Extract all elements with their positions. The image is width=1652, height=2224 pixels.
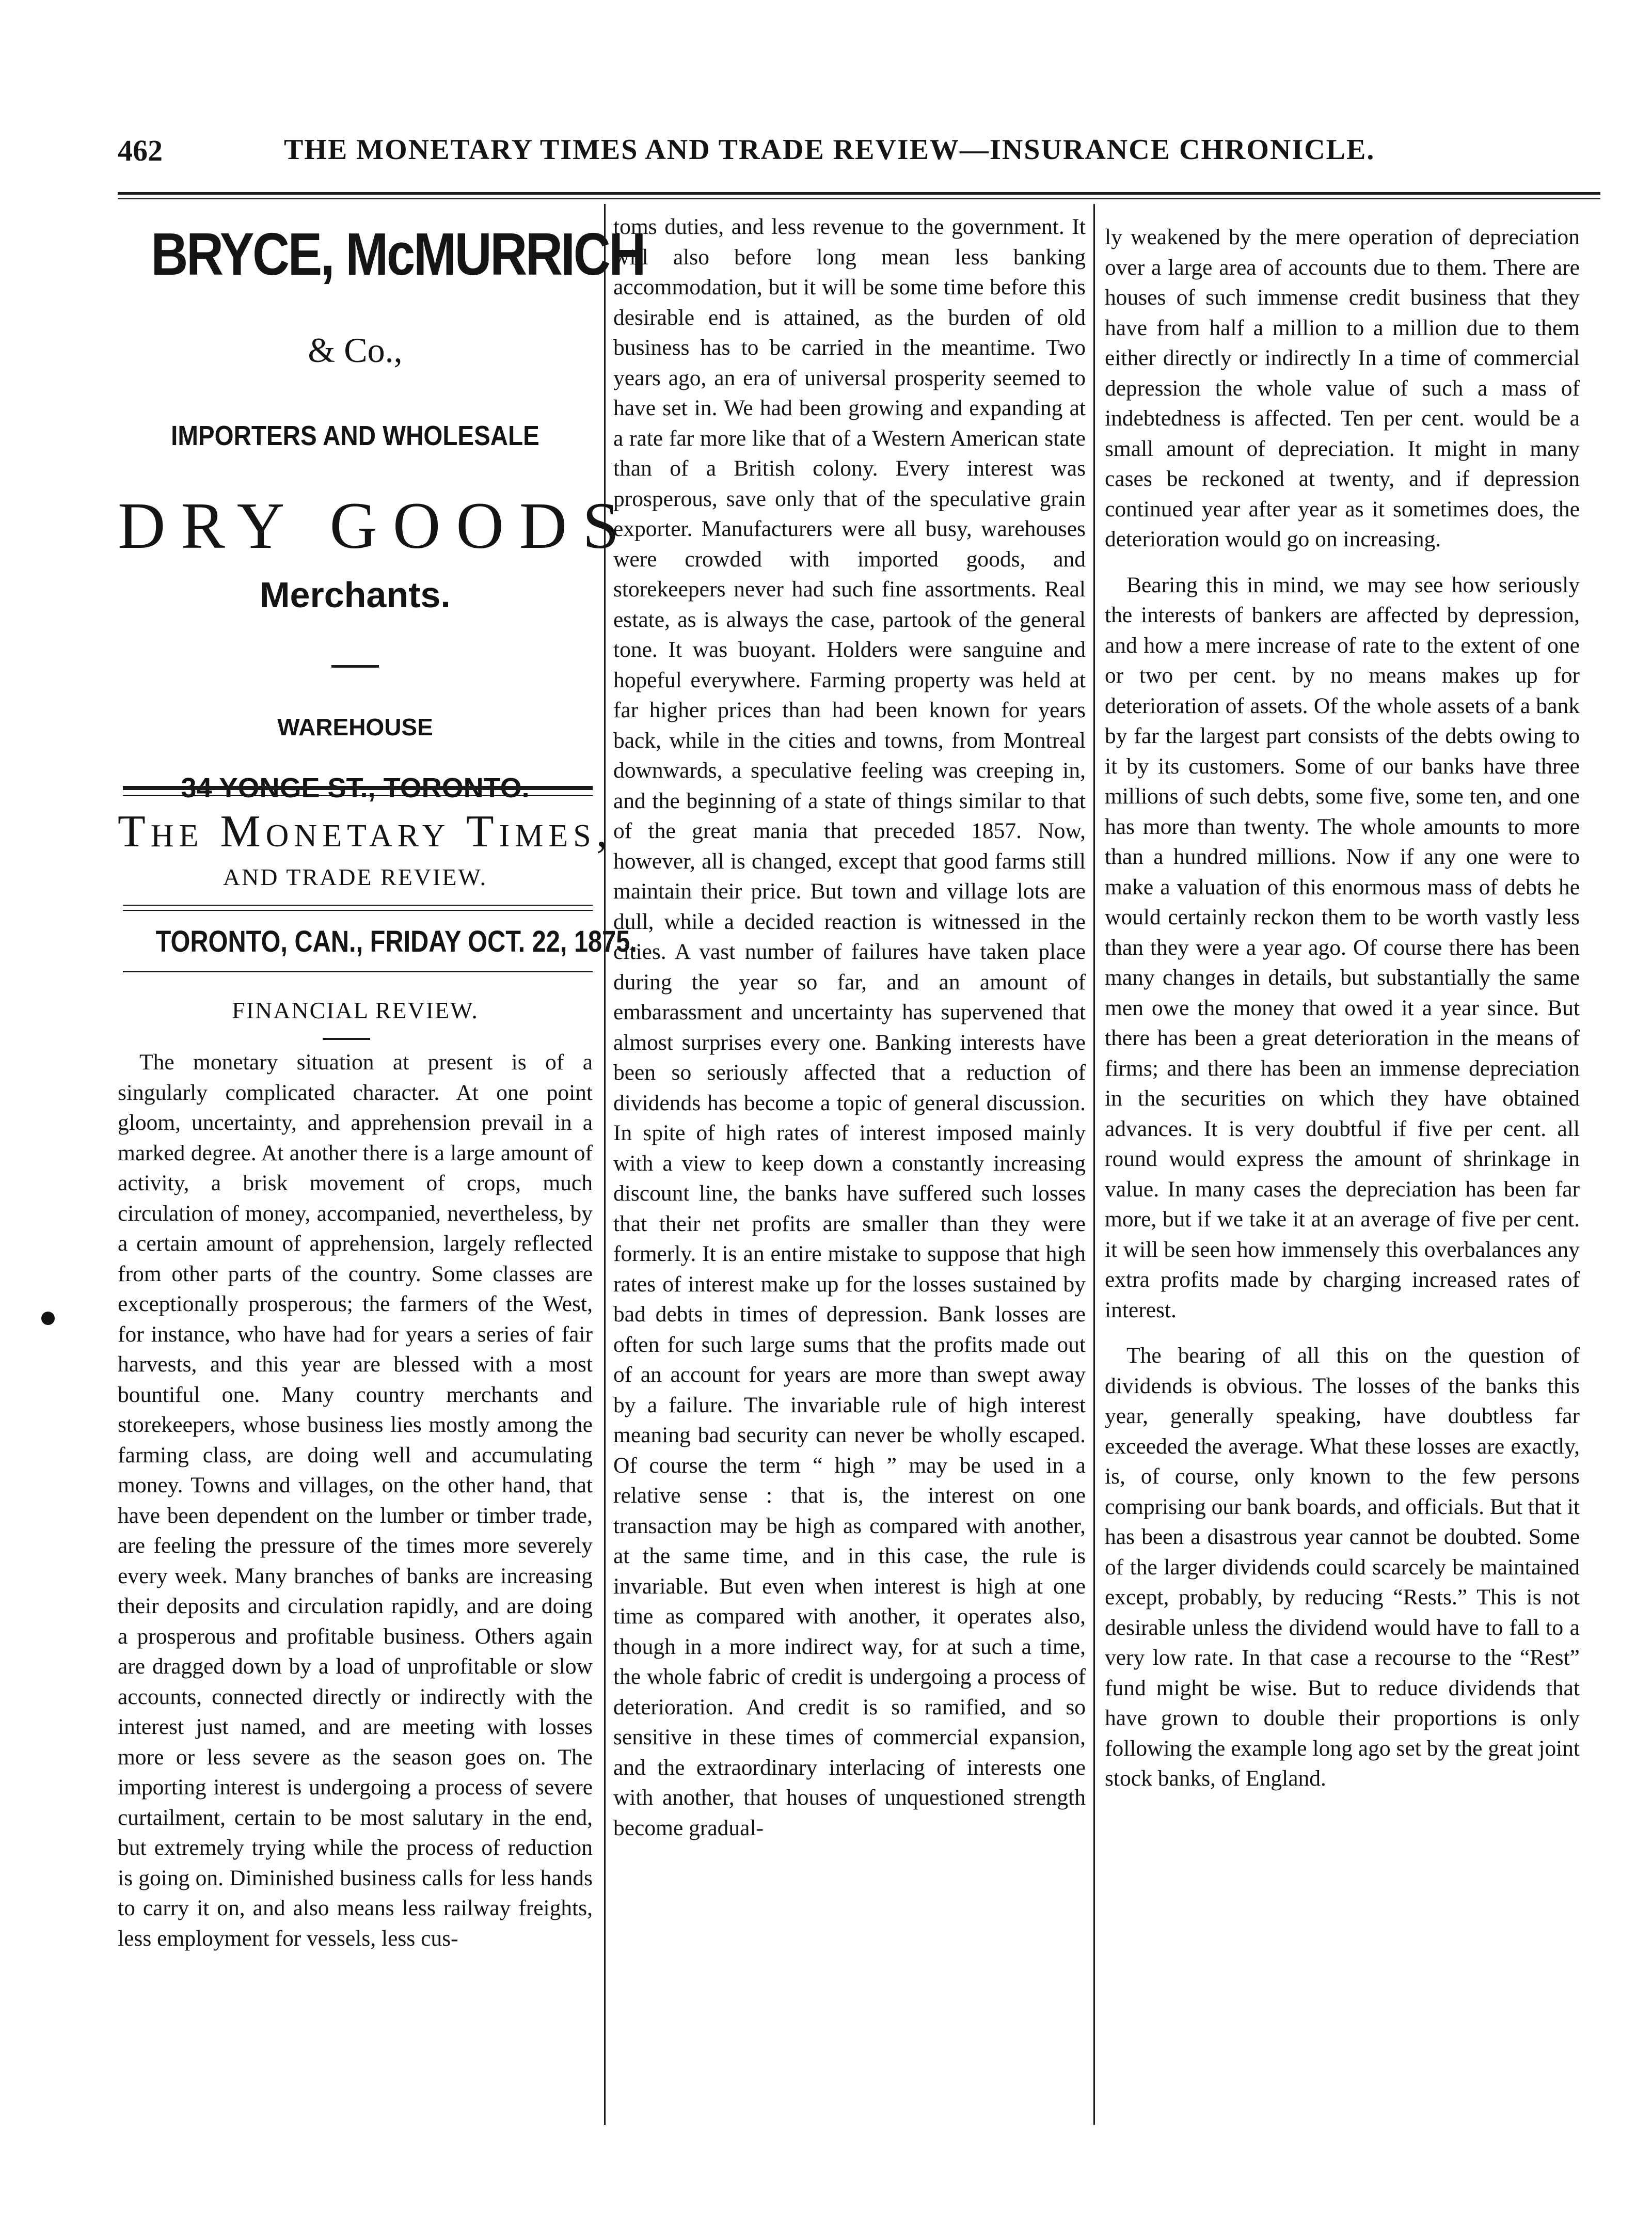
paragraph: The monetary situation at present is of a singularly complicated character. At one point gloom, uncertainty, and apprehension prevail in a marked degree. At another there is a large amount of activity, a brisk movement of crops, much circulation of money, accompanied, nevertheless, by a certain amount of apprehension, largely reflected from other parts of the country. Some classes are exceptionally prosperous; the farmers of the West, for instance, who have had for years a series of fair harvests, and this year are blessed with a most bountiful one. Many country merchants and storekeepers, whose business lies mostly among the farming class, are doing well and accumulating money. Towns and villages, on the other hand, that have been dependent on the lumber or timber trade, are feeling the pressure of the times more severely every week. Many branches of banks are increasing their deposits and circulation rapidly, and are doing a prosperous and profitable business. Others again are dragged down by a load of unprofitable or slow accounts, connected directly or indirectly with the interest just named, and are meeting with losses more or less severe as the season goes on. The importing interest is undergoing a process of severe curtailment, certain to be most salutary in the end, but extremely trying while the process of reduction is going on. Diminished business calls for less hands to carry it on, and also means less railway freights, less employment for vessels, less cus- [118,1050,593,1951]
section-heading: FINANCIAL REVIEW. [232,997,479,1023]
masthead-rule [123,971,593,972]
paragraph: toms duties, and less revenue to the government. It will also before long mean less banking accommodation, but it will be some time before this desirable end is attained, as the burden of old business has to be carried in the meantime. Two years ago, an era of universal prosperity seemed to have set in. We had been growing and expanding at a rate far more like that of a Western American state than of a British colony. Every interest was prosperous, save only that of the speculative grain exporter. Manufacturers were all busy, warehouses were crowded with imported goods, and storekeepers never had such fine assortments. Real estate, as is always the case, partook of the general tone. It was buoyant. Holders were sanguine and hopeful everywhere. Farming property was held at far higher prices than had been known for years back, while in the cities and towns, from Montreal downwards, a speculative feeling was creeping in, and the beginning of a state of things similar to that of the great mania that preceded 1857. Now, however, all is changed, except that good farms still maintain their price. But town and village lots are dull, while a decided reaction is witnessed in the cities. A vast number of failures have taken place during the year so far, and an amount of embarassment and uncertainty has supervened that almost surprises every one. Banking interests have been so seriously affected that a reduction of dividends has become a topic of general discussion. In spite of high rates of interest imposed mainly with a view to keep down a constantly increasing discount line, the banks have suffered such losses that their net profits are smaller than they were formerly. It is an entire mistake to suppose that high rates of interest make up for the losses sustained by bad debts in times of depression. Bank losses are often for such large sums that the profits made out of an account for years are more than swept away by a failure. The invariable rule of high interest meaning bad security can never be wholly escaped. Of course the term “ high ” may be used in a relative sense : that is, the interest on one transaction may be high as compared with another, at the same time, and in this case, the rule is invariable. But even when interest is high at one time as compared with another, it operates also, though in a more indirect way, for at such a time, the whole fabric of credit is undergoing a process of deterioration. And credit is so ramified, and so sensitive in these times of commercial expansion, and the extraordinary interlacing of interests one with another, that houses of unquestioned strength become gradual- [613,214,1086,1840]
masthead-rule [123,905,593,906]
masthead-rule [123,786,593,790]
article-column-1 [118,1047,593,1953]
section-dash [323,1038,370,1040]
masthead-subtitle: AND TRADE REVIEW. [223,864,488,890]
ad-headline: DRY GOODS [118,489,635,562]
ad-line: Merchants. [260,575,451,615]
print-blemish [41,1312,55,1325]
column-divider [1093,204,1095,2125]
ad-warehouse: WAREHOUSE [277,714,433,740]
running-head: THE MONETARY TIMES AND TRADE REVIEW—INSURANCE CHRONICLE. [284,134,1375,166]
dateline: TORONTO, CAN., FRIDAY OCT. 22, 1875. [155,925,637,958]
ad-firm-name: BRYCE, McMURRICH [151,220,644,288]
header-rule [118,192,1600,195]
paragraph: Bearing this in mind, we may see how seriously the interests of bankers are affected by depression, and how a mere increase of rate to the extent of one or two per cent. by no means makes up for deterioration of assets. Of the whole assets of a bank by far the largest part consists of the debts owing to it by its customers. Some of our banks have three millions of such debts, some five, some ten, and one has more than twenty. The whole amounts to more than a hundred millions. Now if any one were to make a valuation of this enormous mass of debts he would certainly reckon them to be worth vastly less than they were a year ago. Of course there has been many changes in details, but substantially the same men owe the money that owed it a year since. But there has been a great deterioration in the means of firms; and there has been an immense depreciation in the securities on which they have obtained advances. It is very doubtful if five per cent. all round would express the amount of shrinkage in value. In many cases the depreciation has been far more, but if we take it at an average of five per cent. it will be seen how immensely this overbalances any extra profits made by charging increased rates of interest. [1105,572,1580,1322]
ad-company: & Co., [308,330,403,370]
ad-line: IMPORTERS AND WHOLESALE [171,420,539,451]
paragraph: The bearing of all this on the question of dividends is obvious. The losses of the banks this year, generally speaking, have doubtless far exceeded the average. What these losses are exactly, is, of course, only known to the few persons comprising our bank boards, and officials. But that it has been a disastrous year cannot be doubted. Some of the larger dividends could scarcely be maintained except, probably, by reducing “Rests.” This is not desirable unless the dividend would have to fall to a very low rate. In that case a recourse to the “Rest” fund might be wise. But to reduce dividends that have grown to double their proportions is only following the example long ago set by the great joint stock banks, of England. [1105,1343,1580,1791]
advertisement [118,209,644,804]
masthead-rule [123,795,593,796]
page-number: 462 [118,134,163,167]
header-rule-thin [118,198,1600,199]
ad-address: 34 YONGE ST., TORONTO. [181,772,530,803]
masthead-title: The Monetary Times, [118,807,613,857]
masthead-rule [123,910,593,911]
ad-dash [331,665,379,668]
paragraph: ly weakened by the mere operation of depreciation over a large area of accounts due to them. There are houses of such immense credit business that they have from half a million to a million due to them either directly or indirectly In a time of commercial depression the whole value of such a mass of indebtedness is affected. Ten per cent. would be a small amount of depreciation. It might in many cases be reckoned at twenty, and if depression continued year after year as it sometimes does, the deterioration would go on increasing. [1105,225,1580,551]
article-column-3 [1105,222,1580,1794]
article-column-2 [613,212,1086,1843]
